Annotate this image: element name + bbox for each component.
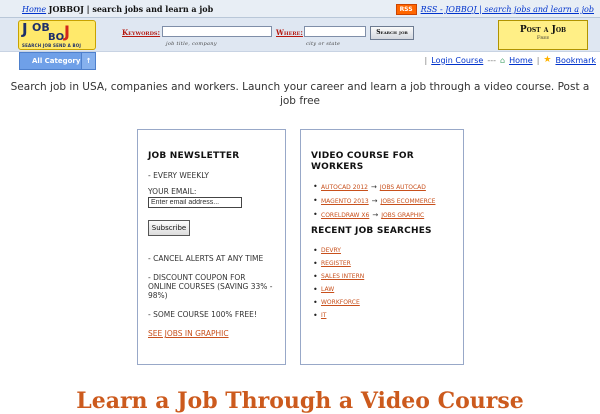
logo-tagline: SEARCH JOB SEND A BOJ xyxy=(22,43,82,48)
recent-search-link[interactable]: LAW xyxy=(321,286,335,293)
list-item xyxy=(311,211,453,220)
email-label: YOUR EMAIL: xyxy=(148,187,197,196)
home-icon: ⌂ xyxy=(499,55,506,65)
header xyxy=(0,18,600,52)
jobs-link[interactable]: JOBS ECOMMERCE xyxy=(380,198,436,205)
nav-separator: | xyxy=(424,55,428,65)
newsletter-box xyxy=(137,129,286,365)
all-category-dropdown[interactable] xyxy=(19,52,96,70)
newsletter-title: JOB NEWSLETTER xyxy=(148,151,240,161)
home-link[interactable]: Home xyxy=(22,5,47,14)
newsletter-weekly: - EVERY WEEKLY xyxy=(148,171,209,180)
nav-dashes: --- xyxy=(487,55,496,65)
video-course-title: VIDEO COURSE FOR WORKERS xyxy=(311,151,414,172)
recent-search-link[interactable]: SALES INTERN xyxy=(321,273,365,280)
course-link[interactable]: MAGENTO 2013 xyxy=(321,198,369,205)
list-item xyxy=(311,247,453,255)
arrow-right-icon: → xyxy=(372,211,379,219)
where-input[interactable] xyxy=(304,26,366,37)
post-job-title: Post a Job xyxy=(519,25,567,35)
logo-mark: J xyxy=(22,20,28,38)
rss-icon[interactable]: RSS xyxy=(396,4,417,15)
chevron-up-icon[interactable]: ↑ xyxy=(81,53,95,69)
keywords-hint: job title, company xyxy=(166,41,217,47)
subscribe-button[interactable]: Subscribe xyxy=(148,220,190,236)
list-item xyxy=(311,312,453,320)
intro-text: Search job in USA, companies and workers. Launch your career and learn a job through a video course. Post a job free xyxy=(10,81,590,107)
site-title: JOBBOJ | search jobs and learn a job xyxy=(48,4,214,14)
where-label: Where: xyxy=(276,28,303,37)
post-job-subtitle: Free xyxy=(536,35,550,41)
see-jobs-graphic-link[interactable]: SEE JOBS IN GRAPHIC xyxy=(148,329,229,338)
logo-mark: BO xyxy=(48,32,65,43)
recent-search-link[interactable]: REGISTER xyxy=(321,260,351,267)
list-item xyxy=(311,299,453,307)
top-bar-left xyxy=(22,4,213,14)
list-item xyxy=(311,286,453,294)
recent-searches-list xyxy=(311,247,453,320)
top-bar xyxy=(0,0,600,18)
recent-search-link[interactable]: IT xyxy=(321,312,327,319)
top-nav xyxy=(425,55,596,65)
jobs-link[interactable]: JOBS AUTOCAD xyxy=(379,184,426,191)
recent-search-link[interactable]: WORKFORCE xyxy=(321,299,360,306)
arrow-right-icon: → xyxy=(370,183,377,191)
section-title: Learn a Job Through a Video Course xyxy=(76,388,524,414)
keywords-input[interactable] xyxy=(162,26,272,37)
newsletter-free-note: - SOME COURSE 100% FREE! xyxy=(148,310,257,319)
login-course-link[interactable]: Login Course xyxy=(431,55,484,65)
course-link[interactable]: AUTOCAD 2012 xyxy=(321,184,368,191)
search-form xyxy=(122,23,412,47)
course-link[interactable]: CORELDRAW X6 xyxy=(321,212,370,219)
post-job-button[interactable] xyxy=(498,20,588,50)
top-bar-right xyxy=(396,4,594,15)
arrow-right-icon: → xyxy=(371,197,378,205)
email-field[interactable] xyxy=(148,197,242,208)
jobs-link[interactable]: JOBS GRAPHIC xyxy=(381,212,425,219)
list-item xyxy=(311,197,453,206)
list-item xyxy=(311,183,453,192)
logo-mark: J xyxy=(64,22,70,41)
rss-link[interactable]: RSS - JOBBOJ | search jobs and learn a job xyxy=(420,5,594,14)
site-logo[interactable] xyxy=(18,20,96,50)
list-item xyxy=(311,273,453,281)
recent-searches-title: RECENT JOB SEARCHES xyxy=(311,226,432,236)
bookmark-link[interactable]: Bookmark xyxy=(555,55,596,65)
newsletter-discount-note: - DISCOUNT COUPON FOR ONLINE COURSES (SAVING 33% - 98%) xyxy=(148,273,273,300)
recent-search-link[interactable]: DEVRY xyxy=(321,247,341,254)
list-item xyxy=(311,260,453,268)
search-job-button[interactable]: Search job xyxy=(370,26,414,40)
all-category-label: All Category xyxy=(32,57,81,65)
logo-mark: OB xyxy=(32,21,50,34)
star-icon: ★ xyxy=(543,55,552,65)
newsletter-cancel-note: - CANCEL ALERTS AT ANY TIME xyxy=(148,254,264,263)
where-hint: city or state xyxy=(306,41,341,47)
keywords-label: Keywords: xyxy=(122,28,161,37)
video-course-list xyxy=(311,183,453,220)
nav-home-link[interactable]: Home xyxy=(509,55,533,65)
video-course-box xyxy=(300,129,464,365)
nav-separator: | xyxy=(536,55,540,65)
